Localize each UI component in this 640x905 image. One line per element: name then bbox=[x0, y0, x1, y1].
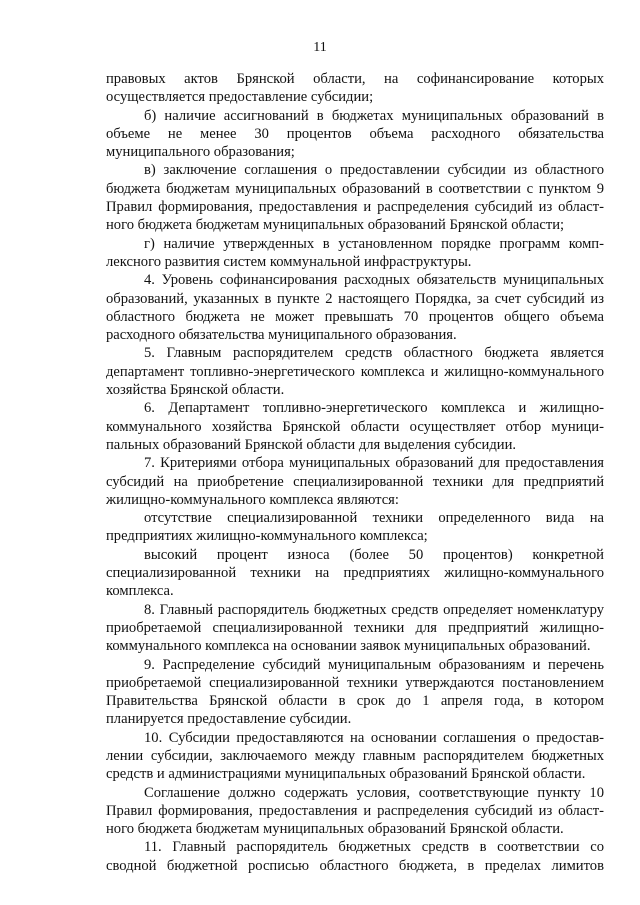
paragraph-v: в) заключение соглашения о предоставлении субсидии из областного бюджета бюджетам муниципальных образований в соответствии с пунктом 9 Правил формирования, предоставления и распределения субсидий из областного бюджета бюджетам муниципальных образований Брянской области; bbox=[106, 162, 604, 234]
paragraph-11: 11. Главный распорядитель бюджетных средств в соответствии со сводной бюджетной росписью областного бюджета, в пределах лимитов bbox=[106, 839, 604, 874]
paragraph-4: 4. Уровень софинансирования расходных обязательств муниципальных образований, указанных в пункте 2 настоящего Порядка, за счет субсидий из областного бюджета не может превышать 70 процентов общего объема расходного обязательства муниципального образования. bbox=[106, 272, 604, 344]
paragraph-b: б) наличие ассигнований в бюджетах муниципальных образований в объеме не менее 30 процентов объема расходного обязательства муниципального образования; bbox=[106, 107, 604, 161]
document-body bbox=[106, 70, 604, 875]
paragraph-6: 6. Департамент топливно-энергетического комплекса и жилищно-коммунального хозяйства Брянской области осуществляет отбор муниципальных образований Брянской области для выделения субсидии. bbox=[106, 400, 604, 453]
paragraph-10: 10. Субсидии предоставляются на основании соглашения о предоставлении субсидии, заключаемого между главным распорядителем бюджетных средств и администрациями муниципальных образований Брянской области. bbox=[106, 729, 604, 783]
paragraph-continuation: правовых актов Брянской области, на софинансирование которых осуществляется предоставление субсидии; bbox=[106, 71, 604, 106]
paragraph-g: г) наличие утвержденных в установленном порядке программ комплексного развития систем коммунальной инфраструктуры. bbox=[106, 235, 604, 270]
criterion-1: отсутствие специализированной техники определенного вида на предприятиях жилищно-коммунального комплекса; bbox=[106, 510, 604, 545]
paragraph-5: 5. Главным распорядителем средств областного бюджета является департамент топливно-энергетического комплекса и жилищно-коммунального хозяйства Брянской области. bbox=[106, 345, 604, 399]
paragraph-8: 8. Главный распорядитель бюджетных средств определяет номенклатуру приобретаемой специализированной техники для предприятий жилищно-коммунального комплекса на основании заявок муниципальных образований. bbox=[106, 601, 604, 655]
paragraph-agreement: Соглашение должно содержать условия, соответствующие пункту 10 Правил формирования, предоставления и распределения субсидий из областного бюджета бюджетам муниципальных образований Брянской области. bbox=[106, 784, 604, 838]
paragraph-7: 7. Критериями отбора муниципальных образований для предоставления субсидий на приобретение специализированной техники для предприятий жилищно-коммунального комплекса являются: bbox=[106, 455, 604, 508]
page-number: 11 bbox=[313, 40, 327, 55]
paragraph-9: 9. Распределение субсидий муниципальным образованиям и перечень приобретаемой специализированной техники утверждаются постановлением Правительства Брянской области в срок до 1 апреля года, в котором планируется предоставление субсидии. bbox=[106, 656, 604, 728]
criterion-2: высокий процент износа (более 50 процентов) конкретной специализированной техники на предприятиях жилищно-коммунального комплекса. bbox=[106, 546, 604, 600]
